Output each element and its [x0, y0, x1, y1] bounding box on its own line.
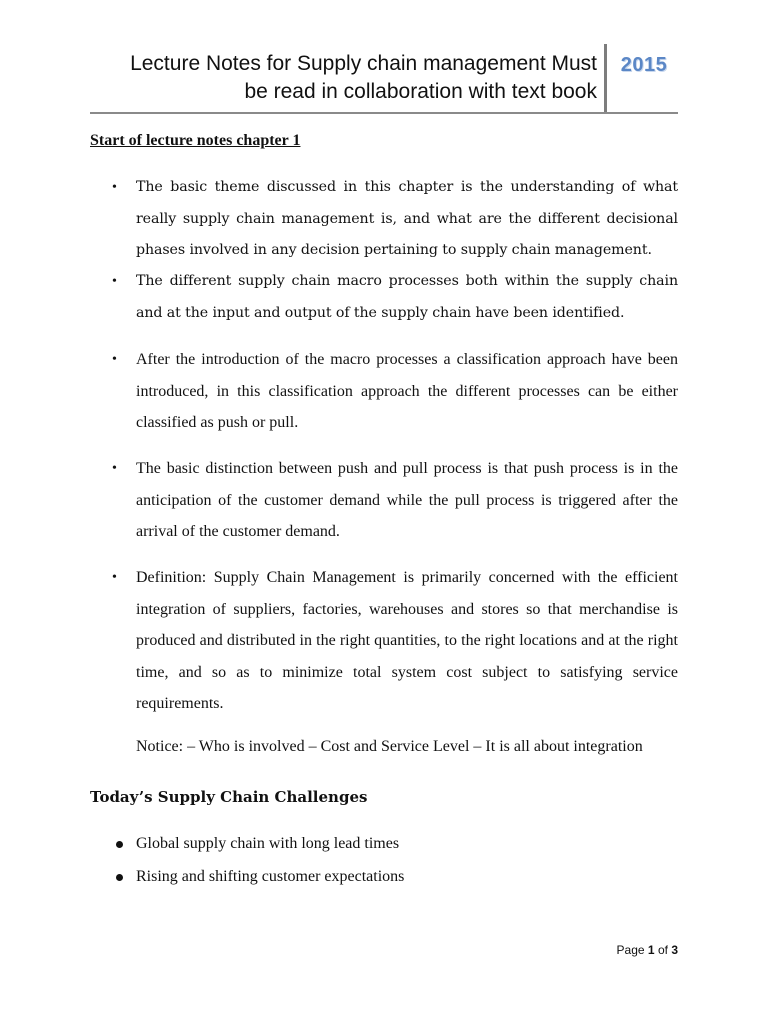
- section-heading-chapter-1: Start of lecture notes chapter 1: [90, 132, 301, 149]
- bullet-mark: •: [112, 570, 117, 585]
- list-item-text: The basic distinction between push and pull process is that push process is in the anticipation of the customer demand while the pull process is triggered after the arrival of the customer demand.: [136, 460, 678, 540]
- list-item: [112, 266, 678, 329]
- list-item: [112, 453, 678, 548]
- page-prefix: Page: [616, 943, 645, 957]
- page-number: 1: [647, 943, 655, 957]
- list-item-text: Global supply chain with long lead times: [136, 835, 400, 852]
- bullet-mark: •: [112, 274, 117, 289]
- section-heading-challenges: Today’s Supply Chain Challenges: [90, 788, 368, 806]
- list-item: [112, 866, 404, 888]
- bullet-mark: •: [112, 461, 117, 476]
- page-header: [90, 44, 678, 114]
- bullet-mark: •: [112, 352, 117, 367]
- page-of: of: [657, 943, 668, 957]
- list-item: [112, 562, 678, 720]
- list-item-text: After the introduction of the macro processes a classification approach have been introduced, in this classification approach the different processes can be either classified as push or pull.: [136, 351, 678, 431]
- page-total: 3: [671, 943, 678, 957]
- header-year: 2015: [620, 54, 668, 76]
- document-title: [90, 50, 597, 106]
- list-item: [112, 172, 678, 267]
- title-line-1: Lecture Notes for Supply chain management Must: [130, 52, 597, 75]
- list-item-text: Rising and shifting customer expectations: [136, 868, 405, 885]
- title-line-2: be read in collaboration with text book: [244, 80, 597, 103]
- header-divider: [604, 44, 607, 112]
- bullet-mark: •: [112, 180, 117, 195]
- page-footer: [540, 943, 678, 957]
- bullet-dot-icon: [116, 841, 123, 848]
- list-item-text: The basic theme discussed in this chapter is the understanding of what really supply chain management is, and what are the different decisional phases involved in any decision pertaining to supply chain management.: [136, 179, 678, 258]
- bullet-dot-icon: [116, 874, 123, 881]
- list-item-text: Definition: Supply Chain Management is primarily concerned with the efficient integration of suppliers, factories, warehouses and stores so that merchandise is produced and distributed in the right quantities, to the right locations and at the right time, and so as to minimize total system cost subject to satisfying service requirements.: [136, 569, 678, 712]
- notice-line: Notice: – Who is involved – Cost and Service Level – It is all about integration: [136, 738, 643, 755]
- list-item-text: The different supply chain macro processes both within the supply chain and at the input and output of the supply chain have been identified.: [136, 273, 678, 321]
- list-item: [112, 833, 399, 855]
- list-item: [112, 344, 678, 439]
